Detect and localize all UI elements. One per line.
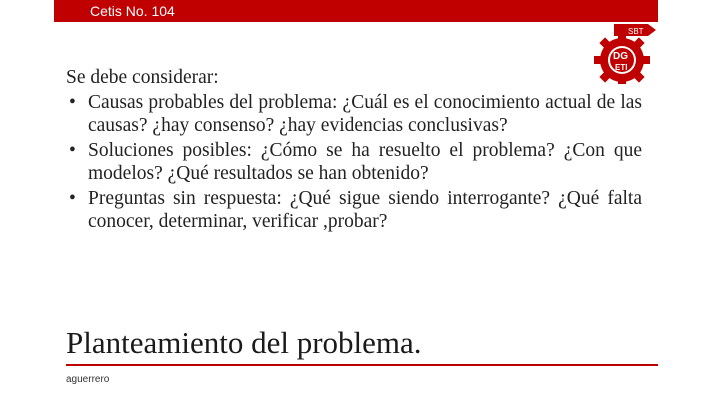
footer-author: aguerrero (66, 374, 110, 385)
bullet-list (66, 91, 642, 233)
bullet-text: Soluciones posibles: ¿Cómo se ha resuelto el problema? ¿Con que modelos? ¿Qué resultados se han obtenido? (88, 140, 642, 184)
intro-text: Se debe considerar: (66, 67, 219, 88)
bullet-item (66, 139, 642, 185)
logo-letters-top: DG (613, 51, 628, 62)
header-bar (54, 0, 658, 22)
header-title: Cetis No. 104 (90, 3, 175, 19)
bullet-icon: • (69, 140, 76, 161)
bullet-icon: • (69, 188, 76, 209)
bullet-item (66, 91, 642, 137)
slide-title: Planteamiento del problema. (66, 325, 422, 360)
logo-letters-bottom: ETI (615, 63, 628, 72)
bullet-text: Causas probables del problema: ¿Cuál es el conocimiento actual de las causas? ¿hay consenso? ¿hay evidencias conclusivas? (88, 92, 642, 136)
bullet-icon: • (69, 92, 76, 113)
bullet-text: Preguntas sin respuesta: ¿Qué sigue siendo interrogante? ¿Qué falta conocer, determinar, verificar ,probar? (88, 188, 642, 232)
slide-body (66, 66, 642, 235)
bullet-item (66, 187, 642, 233)
logo-tag-text: SBT (628, 27, 644, 36)
title-divider (66, 364, 658, 366)
